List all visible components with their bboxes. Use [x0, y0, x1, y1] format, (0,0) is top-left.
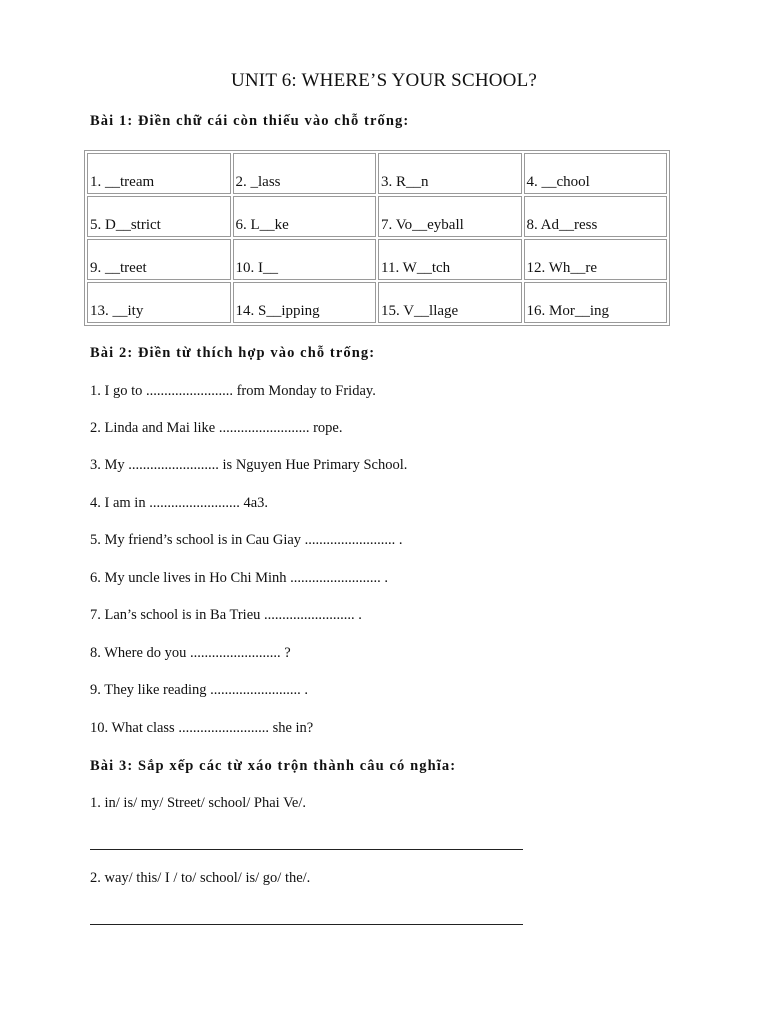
- exercise-2-item: 10. What class ......................... she in?: [90, 720, 314, 736]
- exercise-2-item: 3. My ......................... is Nguyen Hue Primary School.: [90, 457, 408, 473]
- table-cell: 11. W__tch: [378, 239, 522, 280]
- exercise-3-heading: Bài 3: Sắp xếp các từ xáo trộn thành câu có nghĩa:: [90, 758, 457, 774]
- table-row: [87, 153, 667, 194]
- table-cell: 13. __ity: [87, 282, 231, 323]
- page-title: UNIT 6: WHERE’S YOUR SCHOOL?: [230, 70, 538, 91]
- table-cell: 2. _lass: [233, 153, 377, 194]
- exercise-1-heading: Bài 1: Điền chữ cái còn thiếu vào chỗ trống:: [90, 113, 410, 129]
- exercise-3-item: 2. way/ this/ I / to/ school/ is/ go/ the/.: [90, 870, 311, 886]
- exercise-2-item: 9. They like reading ......................... .: [90, 682, 309, 698]
- exercise-2-item: 1. I go to ........................ from Monday to Friday.: [90, 383, 376, 399]
- table-cell: 7. Vo__eyball: [378, 196, 522, 237]
- exercise-2-item: 7. Lan’s school is in Ba Trieu ......................... .: [90, 607, 362, 623]
- exercise-2-item: 8. Where do you ......................... ?: [90, 645, 291, 661]
- table-row: [87, 282, 667, 323]
- table-row: [87, 239, 667, 280]
- table-cell: 14. S__ipping: [233, 282, 377, 323]
- answer-line: [90, 924, 523, 925]
- exercise-2-item: 6. My uncle lives in Ho Chi Minh ......................... .: [90, 570, 389, 586]
- table-cell: 12. Wh__re: [524, 239, 668, 280]
- table-cell: 15. V__llage: [378, 282, 522, 323]
- table-cell: 3. R__n: [378, 153, 522, 194]
- exercise-2-item: 4. I am in ......................... 4a3.: [90, 495, 269, 511]
- exercise-2-heading: Bài 2: Điền từ thích hợp vào chỗ trống:: [90, 345, 376, 361]
- table-cell: 5. D__strict: [87, 196, 231, 237]
- missing-letter-table: [84, 150, 670, 326]
- table-cell: 1. __tream: [87, 153, 231, 194]
- table-cell: 8. Ad__ress: [524, 196, 668, 237]
- answer-line: [90, 849, 523, 850]
- table-cell: 9. __treet: [87, 239, 231, 280]
- table-cell: 10. I__: [233, 239, 377, 280]
- exercise-2-item: 2. Linda and Mai like ......................... rope.: [90, 420, 343, 436]
- exercise-2-item: 5. My friend’s school is in Cau Giay ......................... .: [90, 532, 403, 548]
- table-cell: 16. Mor__ing: [524, 282, 668, 323]
- table-cell: 4. __chool: [524, 153, 668, 194]
- table-cell: 6. L__ke: [233, 196, 377, 237]
- exercise-3-item: 1. in/ is/ my/ Street/ school/ Phai Ve/.: [90, 795, 307, 811]
- table-row: [87, 196, 667, 237]
